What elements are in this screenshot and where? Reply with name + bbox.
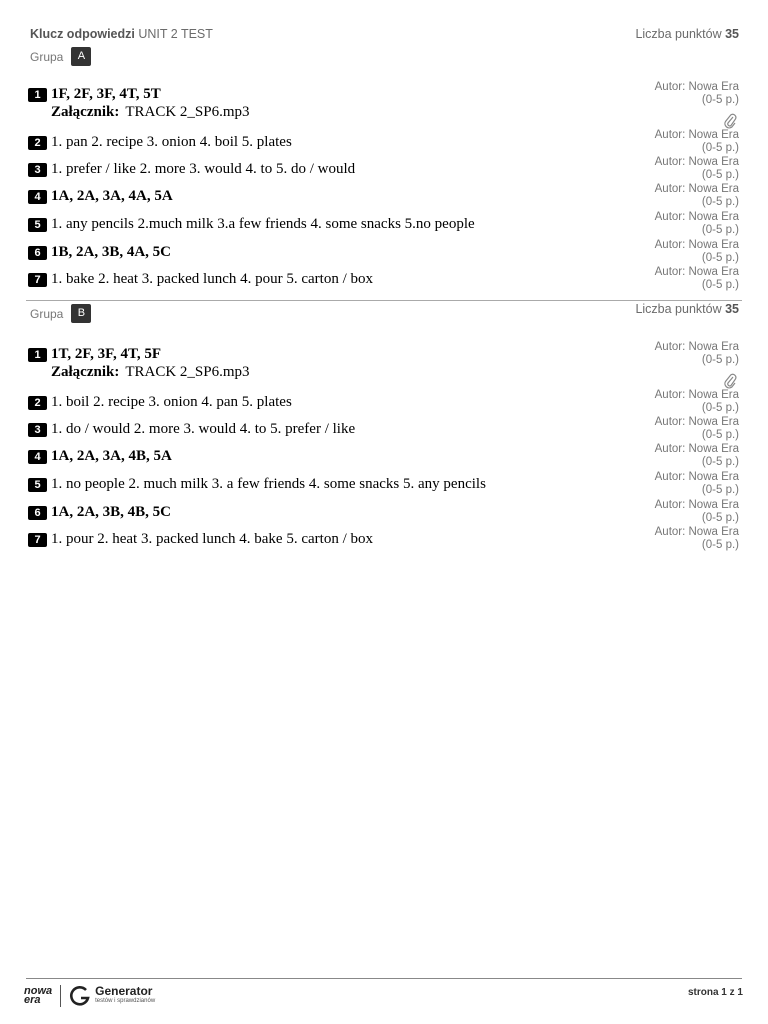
task-number: 5 xyxy=(28,478,47,492)
task-meta: Autor: Nowa Era (0-5 p.) xyxy=(654,211,739,236)
footer-divider xyxy=(26,978,742,979)
task-meta: Autor: Nowa Era (0-5 p.) xyxy=(654,81,739,106)
task-meta: Autor: Nowa Era (0-5 p.) xyxy=(654,129,739,154)
task-answer: 1A, 2A, 3A, 4B, 5A xyxy=(51,448,172,464)
task-number: 4 xyxy=(28,450,47,464)
doc-title: UNIT 2 TEST xyxy=(138,27,213,41)
task-meta: Autor: Nowa Era (0-5 p.) xyxy=(654,443,739,468)
task-answer: 1B, 2A, 3B, 4A, 5C xyxy=(51,244,172,260)
task-answer: 1. boil 2. recipe 3. onion 4. pan 5. plates xyxy=(51,394,292,410)
task-answer: 1A, 2A, 3B, 4B, 5C xyxy=(51,504,172,520)
group-b-label: Grupa B xyxy=(30,304,91,323)
group-b-points: Liczba punktów 35 xyxy=(635,302,739,316)
footer-logo xyxy=(24,983,155,1009)
group-badge: B xyxy=(71,304,91,323)
task-number: 6 xyxy=(28,246,47,260)
task-number: 3 xyxy=(28,163,47,177)
task-meta: Autor: Nowa Era (0-5 p.) xyxy=(654,341,739,366)
task-number: 2 xyxy=(28,396,47,410)
task-meta: Autor: Nowa Era (0-5 p.) xyxy=(654,183,739,208)
task-meta: Autor: Nowa Era (0-5 p.) xyxy=(654,499,739,524)
task-answer: 1. pour 2. heat 3. packed lunch 4. bake 5. carton / box xyxy=(51,531,373,547)
task-number: 1 xyxy=(28,88,47,102)
task-answer: 1F, 2F, 3F, 4T, 5T xyxy=(51,86,161,102)
task-answer: 1. pan 2. recipe 3. onion 4. boil 5. plates xyxy=(51,134,292,150)
task-number: 1 xyxy=(28,348,47,362)
doc-title-bold: Klucz odpowiedzi xyxy=(30,27,135,41)
task-number: 4 xyxy=(28,190,47,204)
task-number: 6 xyxy=(28,506,47,520)
page-number: strona 1 z 1 xyxy=(687,987,743,998)
task-number: 5 xyxy=(28,218,47,232)
task-number: 3 xyxy=(28,423,47,437)
task-meta: Autor: Nowa Era (0-5 p.) xyxy=(654,156,739,181)
task-meta: Autor: Nowa Era (0-5 p.) xyxy=(654,266,739,291)
task-meta: Autor: Nowa Era (0-5 p.) xyxy=(654,416,739,441)
task-number: 7 xyxy=(28,273,47,287)
logo-separator xyxy=(60,985,61,1007)
document-header xyxy=(30,27,739,43)
nowa-era-logo: nowa era xyxy=(24,985,53,1006)
task-answer: 1. no people 2. much milk 3. a few friends 4. some snacks 5. any pencils xyxy=(51,476,486,492)
generator-brand: Generator testów i sprawdzianów xyxy=(95,984,156,1004)
group-badge: A xyxy=(71,47,91,66)
attachment: Załącznik: TRACK 2_SP6.mp3 xyxy=(51,364,250,380)
paperclip-icon[interactable] xyxy=(723,113,737,129)
task-meta: Autor: Nowa Era (0-5 p.) xyxy=(654,389,739,414)
group-divider xyxy=(26,300,742,301)
task-answer: 1. prefer / like 2. more 3. would 4. to 5. do / would xyxy=(51,161,356,177)
task-meta: Autor: Nowa Era (0-5 p.) xyxy=(654,471,739,496)
task-answer: 1. any pencils 2.much milk 3.a few friends 4. some snacks 5.no people xyxy=(51,216,475,232)
task-number: 7 xyxy=(28,533,47,547)
task-answer: 1T, 2F, 3F, 4T, 5F xyxy=(51,346,162,362)
task-meta: Autor: Nowa Era (0-5 p.) xyxy=(654,526,739,551)
total-points: Liczba punktów 35 xyxy=(635,27,739,41)
task-answer: 1A, 2A, 3A, 4A, 5A xyxy=(51,188,173,204)
paperclip-icon[interactable] xyxy=(723,373,737,389)
attachment-file[interactable]: TRACK 2_SP6.mp3 xyxy=(125,104,250,120)
group-a-label: Grupa A xyxy=(30,47,91,66)
attachment: Załącznik: TRACK 2_SP6.mp3 xyxy=(51,104,250,120)
task-answer: 1. bake 2. heat 3. packed lunch 4. pour 5. carton / box xyxy=(51,271,373,287)
attachment-file[interactable]: TRACK 2_SP6.mp3 xyxy=(125,364,250,380)
task-number: 2 xyxy=(28,136,47,150)
task-meta: Autor: Nowa Era (0-5 p.) xyxy=(654,239,739,264)
generator-logo-icon xyxy=(69,985,91,1007)
task-answer: 1. do / would 2. more 3. would 4. to 5. prefer / like xyxy=(51,421,356,437)
